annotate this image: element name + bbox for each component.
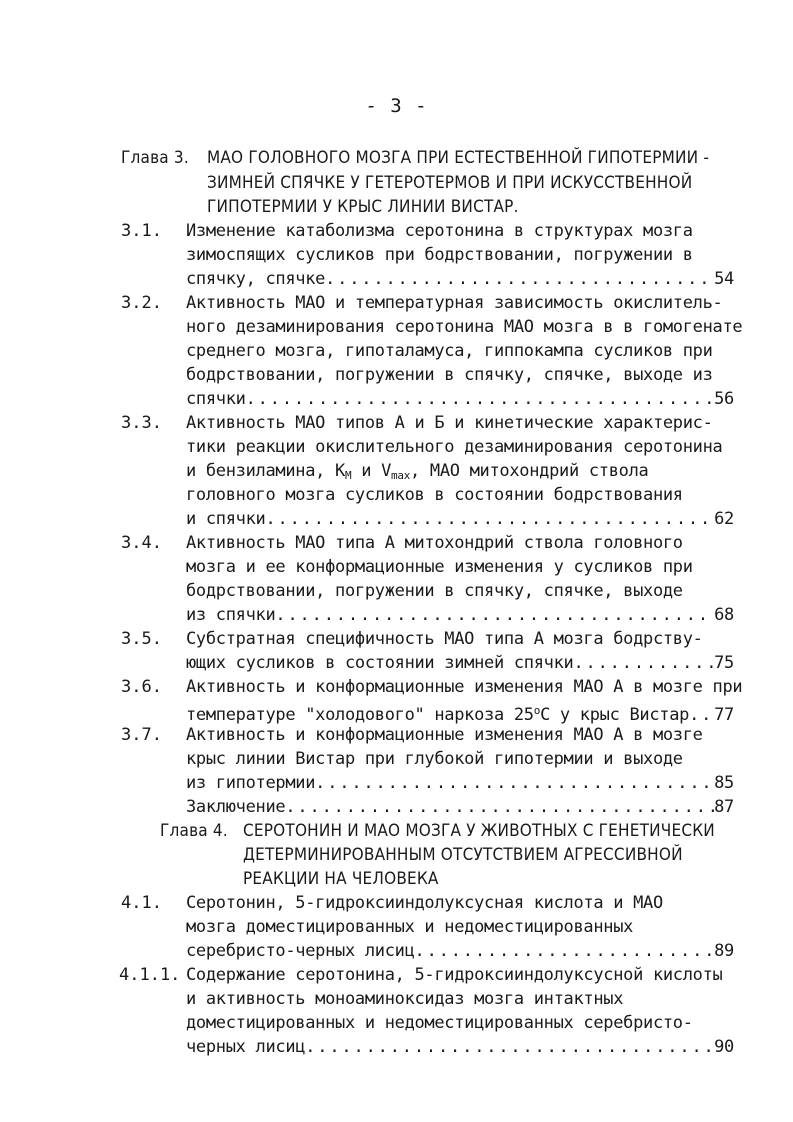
toc-number-4-1: 4.1. (121, 893, 162, 913)
toc-text-4-1-line-2: мозга доместицированных и недоместицированных (186, 917, 634, 937)
toc-page-4-1: 89 (714, 941, 734, 961)
toc-entry-3-1-leader (186, 268, 734, 290)
toc-entry-3-7-leader (186, 772, 734, 794)
toc-text-3-4-line-2: мозга и ее конформационные изменения у сусликов при (186, 557, 693, 577)
toc-text-3-4-last: из спячки (186, 605, 276, 625)
toc-number-3-5: 3.5. (121, 629, 162, 649)
toc-number-3-6: 3.6. (121, 677, 162, 697)
toc-text-4-1-line-1: Серотонин, 5-гидроксииндолуксусная кислота и МАО (186, 893, 663, 913)
leader-dots (325, 268, 714, 290)
toc-text-4-1-1-line-3: доместицированных и недоместицированных серебристо- (186, 1013, 693, 1033)
leader-dots (315, 772, 714, 794)
toc-text-3-2-line-3: среднего мозга, гипоталамуса, гиппокампа сусликов при (186, 341, 713, 361)
toc-text-3-3-line-3-b: и V (351, 461, 392, 481)
toc-text-3-5-line-1: Субстратная специфичность МАО типа А мозга бодрству- (186, 629, 703, 649)
toc-text-3-3-line-4: головного мозга сусликов в состоянии бодрствования (186, 485, 683, 505)
toc-text-3-7-line-1: Активность и конформационные изменения МАО А в мозге (186, 725, 703, 745)
chapter-4-title-line-3: РЕАКЦИИ НА ЧЕЛОВЕКА (243, 869, 439, 889)
leader-dots (573, 652, 714, 674)
toc-text-3-3-last: и спячки (186, 509, 266, 529)
chapter-3-title-line-1: МАО ГОЛОВНОГО МОЗГА ПРИ ЕСТЕСТВЕННОЙ ГИПОТЕРМИИ - (207, 148, 710, 168)
toc-text-3-2-line-4: бодрствовании, погружении в спячку, спячке, выходе из (186, 365, 713, 385)
toc-text-3-3-line-3 (186, 460, 648, 487)
km-subscript: M (344, 469, 352, 482)
toc-text-3-6-last-b: С у крыс Вистар (540, 705, 690, 725)
toc-page-3-3: 62 (714, 509, 734, 529)
toc-page-3-4: 68 (714, 605, 734, 625)
leader-dots (689, 704, 714, 726)
toc-text-3-1-line-1: Изменение катаболизма серотонина в структурах мозга (186, 221, 693, 241)
toc-text-3-2-line-1: Активность МАО и температурная зависимость окислитель- (186, 293, 723, 313)
toc-text-3-3-line-3-a: и бензиламина, K (186, 461, 345, 481)
chapter-3-title-line-3: ГИПОТЕРМИИ У КРЫС ЛИНИИ ВИСТАР. (207, 197, 519, 217)
toc-entry-3-4-leader (186, 604, 734, 626)
toc-page-3-5: 75 (714, 653, 734, 673)
toc-text-3-3-line-2: тики реакции окислительного дезаминирования серотонина (186, 437, 723, 457)
vmax-subscript: max (391, 469, 411, 482)
chapter-3-title-line-2: ЗИМНЕЙ СПЯЧКЕ У ГЕТЕРОТЕРМОВ И ПРИ ИСКУССТВЕННОЙ (207, 173, 693, 193)
toc-entry-conclusion-leader (186, 796, 734, 818)
toc-text-4-1-1-line-2: и активность моноаминоксидаз мозга интактных (186, 989, 624, 1009)
toc-entry-4-1-1-leader (186, 1036, 734, 1058)
page-number: - 3 - (365, 95, 428, 117)
toc-entry-3-2-leader (186, 388, 734, 410)
toc-entry-3-3-leader (186, 508, 734, 530)
toc-entry-4-1-leader (186, 940, 734, 962)
toc-page-3-1: 54 (714, 269, 734, 289)
chapter-4-title-line-2: ДЕТЕРМИНИРОВАННЫМ ОТСУТСТВИЕМ АГРЕССИВНОЙ (243, 845, 683, 865)
toc-text-3-5-last: ющих сусликов в состоянии зимней спячки (186, 653, 574, 673)
chapter-4-label: Глава 4. (160, 821, 228, 841)
toc-text-3-1-last: спячку, спячке (186, 269, 326, 289)
degree-superscript: o (533, 704, 541, 717)
leader-dots (415, 940, 715, 962)
toc-text-conclusion: Заключение (186, 797, 286, 817)
toc-number-4-1-1: 4.1.1. (119, 965, 181, 985)
toc-page-3-2: 56 (714, 389, 734, 409)
toc-text-3-2-last: спячки (186, 389, 246, 409)
toc-text-3-6-last (186, 700, 689, 726)
toc-page-3-7: 85 (714, 773, 734, 793)
toc-text-4-1-1-last: черных лисиц (186, 1037, 306, 1057)
toc-entry-3-6-leader (186, 700, 734, 726)
toc-text-3-6-last-a: температуре "холодового" наркоза 25 (186, 705, 534, 725)
chapter-4-title-line-1: СЕРОТОНИН И МАО МОЗГА У ЖИВОТНЫХ С ГЕНЕТИЧЕСКИ (243, 821, 715, 841)
toc-page-conclusion: 87 (714, 797, 734, 817)
toc-text-3-4-line-1: Активность МАО типа А митохондрий ствола головного (186, 533, 683, 553)
toc-number-3-2: 3.2. (121, 293, 162, 313)
toc-text-4-1-1-line-1: Содержание серотонина, 5-гидроксииндолуксусной кислоты (186, 965, 723, 985)
toc-number-3-1: 3.1. (121, 221, 162, 241)
leader-dots (265, 508, 714, 530)
toc-number-3-7: 3.7. (121, 725, 162, 745)
toc-page-3-6: 77 (714, 705, 734, 725)
toc-text-3-6-line-1: Активность и конформационные изменения МАО А в мозге при (186, 677, 743, 697)
toc-text-3-2-line-2: ного дезаминирования серотонина МАО мозга в в гомогенате (186, 317, 743, 337)
leader-dots (275, 604, 714, 626)
toc-page-4-1-1: 90 (714, 1037, 734, 1057)
toc-number-3-3: 3.3. (121, 413, 162, 433)
toc-entry-3-5-leader (186, 652, 734, 674)
toc-number-3-4: 3.4. (121, 533, 162, 553)
toc-text-3-3-line-1: Активность МАО типов А и Б и кинетические характерис- (186, 413, 713, 433)
toc-text-3-1-line-2: зимоспящих сусликов при бодрствовании, погружении в (186, 245, 693, 265)
toc-text-3-7-line-2: крыс линии Вистар при глубокой гипотермии и выходе (186, 749, 683, 769)
toc-text-4-1-last: серебристо-черных лисиц (186, 941, 415, 961)
leader-dots (246, 388, 715, 410)
toc-text-3-4-line-3: бодрствовании, погружении в спячку, спячке, выходе (186, 581, 683, 601)
toc-text-3-3-line-3-c: , МАО митохондрий ствола (410, 461, 649, 481)
toc-text-3-7-last: из гипотермии (186, 773, 316, 793)
chapter-3-label: Глава 3. (121, 148, 189, 168)
leader-dots (285, 796, 714, 818)
leader-dots (305, 1036, 714, 1058)
